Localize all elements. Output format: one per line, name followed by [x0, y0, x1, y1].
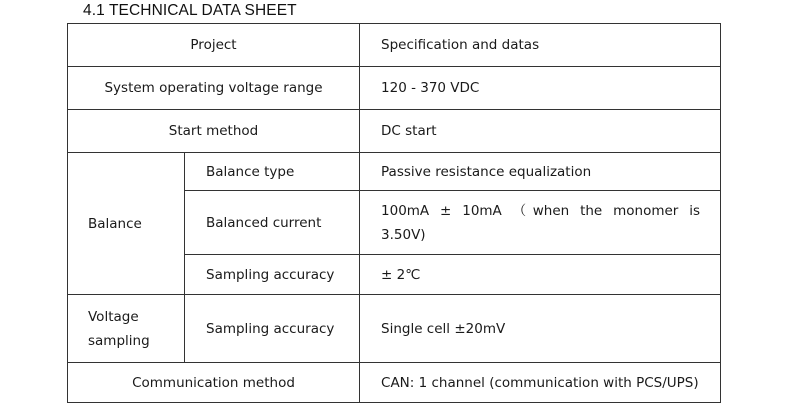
table-row	[68, 363, 721, 403]
section-heading: 4.1 TECHNICAL DATA SHEET	[83, 2, 297, 19]
technical-data-table	[67, 23, 721, 403]
balance-sampling-accuracy-value: ± 2℃	[360, 255, 721, 295]
balance-sampling-accuracy-label: Sampling accuracy	[185, 255, 360, 295]
table-row	[68, 110, 721, 153]
balance-type-label: Balance type	[185, 153, 360, 191]
start-method-label: Start method	[68, 110, 360, 153]
voltage-range-label: System operating voltage range	[68, 67, 360, 110]
table-row	[68, 153, 721, 191]
communication-method-label: Communication method	[68, 363, 360, 403]
voltage-sampling-accuracy-label: Sampling accuracy	[185, 295, 360, 363]
communication-method-value: CAN: 1 channel (communication with PCS/UPS)	[360, 363, 721, 403]
start-method-value: DC start	[360, 110, 721, 153]
balance-label: Balance	[68, 153, 185, 295]
table-row	[68, 295, 721, 363]
voltage-sampling-label: Voltage sampling	[68, 295, 185, 363]
header-project: Project	[68, 24, 360, 67]
header-specification: Specification and datas	[360, 24, 721, 67]
balanced-current-label: Balanced current	[185, 191, 360, 255]
voltage-sampling-accuracy-value: Single cell ±20mV	[360, 295, 721, 363]
balance-type-value: Passive resistance equalization	[360, 153, 721, 191]
voltage-range-value: 120 - 370 VDC	[360, 67, 721, 110]
balanced-current-value: 100mA ± 10mA （when the monomer is 3.50V)	[360, 191, 721, 255]
table-row	[68, 67, 721, 110]
table-header-row	[68, 24, 721, 67]
